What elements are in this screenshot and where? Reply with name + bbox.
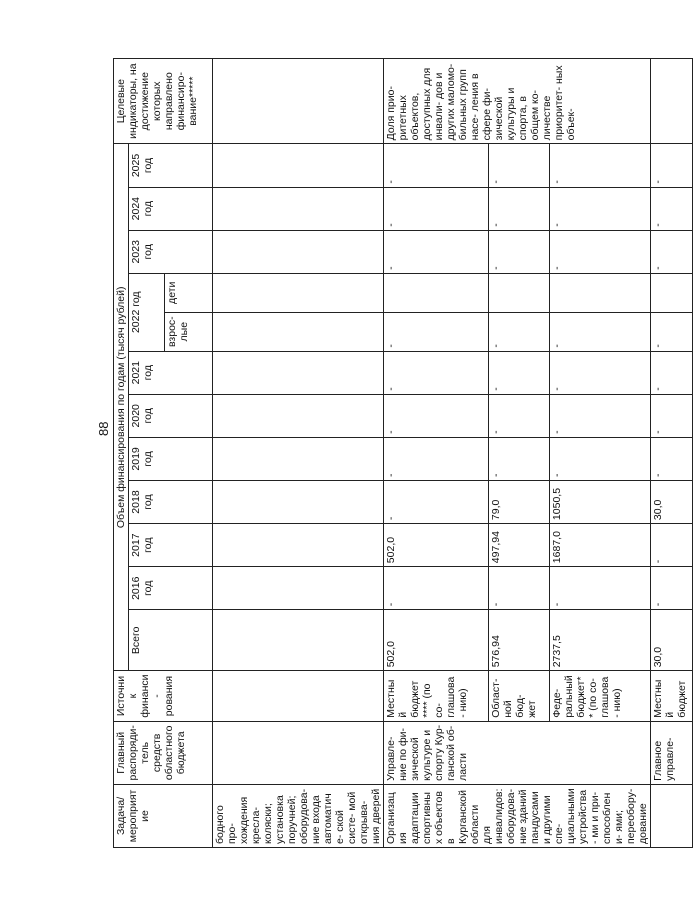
cell-2022-children [549, 273, 650, 312]
cell-total: 30,0 [651, 610, 693, 671]
cell-2016: - [384, 567, 489, 610]
cell-2024: - [384, 187, 489, 230]
header-2018: 2018 год [129, 480, 213, 523]
cell-2020: - [384, 394, 489, 437]
cell-2016: - [651, 567, 693, 610]
header-2020: 2020 год [129, 394, 213, 437]
cell-2020: - [651, 394, 693, 437]
header-funding-group: Объем финансирования по годам (тысяч рублей) [114, 144, 129, 671]
cell-2021: - [488, 351, 549, 394]
header-2017: 2017 год [129, 524, 213, 567]
continuation-task: бодного про- хождения кресла- коляски; установка поручней; оборудова- ние входа автоматиче- ской систе- мой открыва- ния дверей [213, 784, 384, 847]
cell-source: Област- ной бюд- жет [488, 671, 549, 721]
cell-2020: - [488, 394, 549, 437]
header-2024: 2024 год [129, 187, 213, 230]
cell-2025: - [549, 144, 650, 187]
cell-total: 2737,5 [549, 610, 650, 671]
header-target: Целевые индикаторы, на достижение которых направлено финансиро- вание***** [114, 59, 213, 144]
row-target: Доля прио- ритетных объектов, доступных для инвали- дов и других маломо- бильных групп насе- ления в сфере фи- зической культуры и спорта, в общем ко- личестве приоритет- ных объек- [384, 59, 651, 144]
header-source: Источник финанси- рования [114, 671, 213, 721]
cell-2022-adults: - [651, 312, 693, 351]
cell-2019: - [549, 437, 650, 480]
cell-source: Местный бюджет [651, 671, 693, 721]
row-manager: Управле- ние по фи- зической культуре и спорту Кур- ганской об- ласти [384, 721, 651, 784]
header-manager: Главный распоряди- тель средств областного бюджета [114, 721, 213, 784]
header-2016: 2016 год [129, 567, 213, 610]
cell-2021: - [651, 351, 693, 394]
cell-2016: - [549, 567, 650, 610]
table-row [384, 59, 489, 848]
cell-2021: - [549, 351, 650, 394]
header-total: Всего [129, 610, 213, 671]
page-number: 88 [96, 421, 111, 436]
cell-2022-children [384, 273, 489, 312]
header-2019: 2019 год [129, 437, 213, 480]
cell-2024: - [651, 187, 693, 230]
cell-2023: - [384, 230, 489, 273]
header-2022: 2022 год [129, 273, 165, 351]
cell-total: 502,0 [384, 610, 489, 671]
cell-2022-adults: - [488, 312, 549, 351]
cell-2018: 79,0 [488, 480, 549, 523]
header-row-1 [114, 59, 129, 848]
cell-total: 576,94 [488, 610, 549, 671]
row-manager: Главное управле- [651, 721, 693, 784]
cell-2022-children [488, 273, 549, 312]
cell-2022-children [651, 273, 693, 312]
funding-table [113, 58, 693, 848]
cell-2018: - [384, 480, 489, 523]
header-task: Задача/ мероприятие [114, 784, 213, 847]
cell-2023: - [549, 230, 650, 273]
table-row [213, 59, 384, 848]
cell-2023: - [488, 230, 549, 273]
header-2025: 2025 год [129, 144, 213, 187]
cell-2017: - [651, 524, 693, 567]
cell-2019: - [488, 437, 549, 480]
cell-2022-adults: - [384, 312, 489, 351]
cell-2022-adults: - [549, 312, 650, 351]
cell-2024: - [549, 187, 650, 230]
cell-2025: - [488, 144, 549, 187]
row-task: Организация адаптации спортивных объектов в Курганской области для инвалидов: оборудова- ние зданий пандусами и другими спе- циальными устройства- ми и при- способлени- ями; переобору- дование [384, 784, 651, 847]
cell-2017: 1687,0 [549, 524, 650, 567]
cell-2019: - [384, 437, 489, 480]
header-2021: 2021 год [129, 351, 213, 394]
cell-2023: - [651, 230, 693, 273]
row-task [651, 784, 693, 847]
cell-2019: - [651, 437, 693, 480]
cell-2018: 30,0 [651, 480, 693, 523]
cell-2021: - [384, 351, 489, 394]
cell-2024: - [488, 187, 549, 230]
cell-source: Местный бюджет **** (по со- глашова- нию) [384, 671, 489, 721]
header-2023: 2023 год [129, 230, 213, 273]
cell-2018: 1050,5 [549, 480, 650, 523]
header-children: дети [165, 273, 213, 312]
cell-source: Феде- ральный бюджет** (по со- глашова- нию) [549, 671, 650, 721]
cell-2020: - [549, 394, 650, 437]
header-adults: взрос- лые [165, 312, 213, 351]
cell-2025: - [651, 144, 693, 187]
table-row [651, 59, 693, 848]
cell-2025: - [384, 144, 489, 187]
cell-2016: - [488, 567, 549, 610]
cell-2017: 497,94 [488, 524, 549, 567]
rotated-page [113, 58, 688, 848]
cell-2017: 502,0 [384, 524, 489, 567]
